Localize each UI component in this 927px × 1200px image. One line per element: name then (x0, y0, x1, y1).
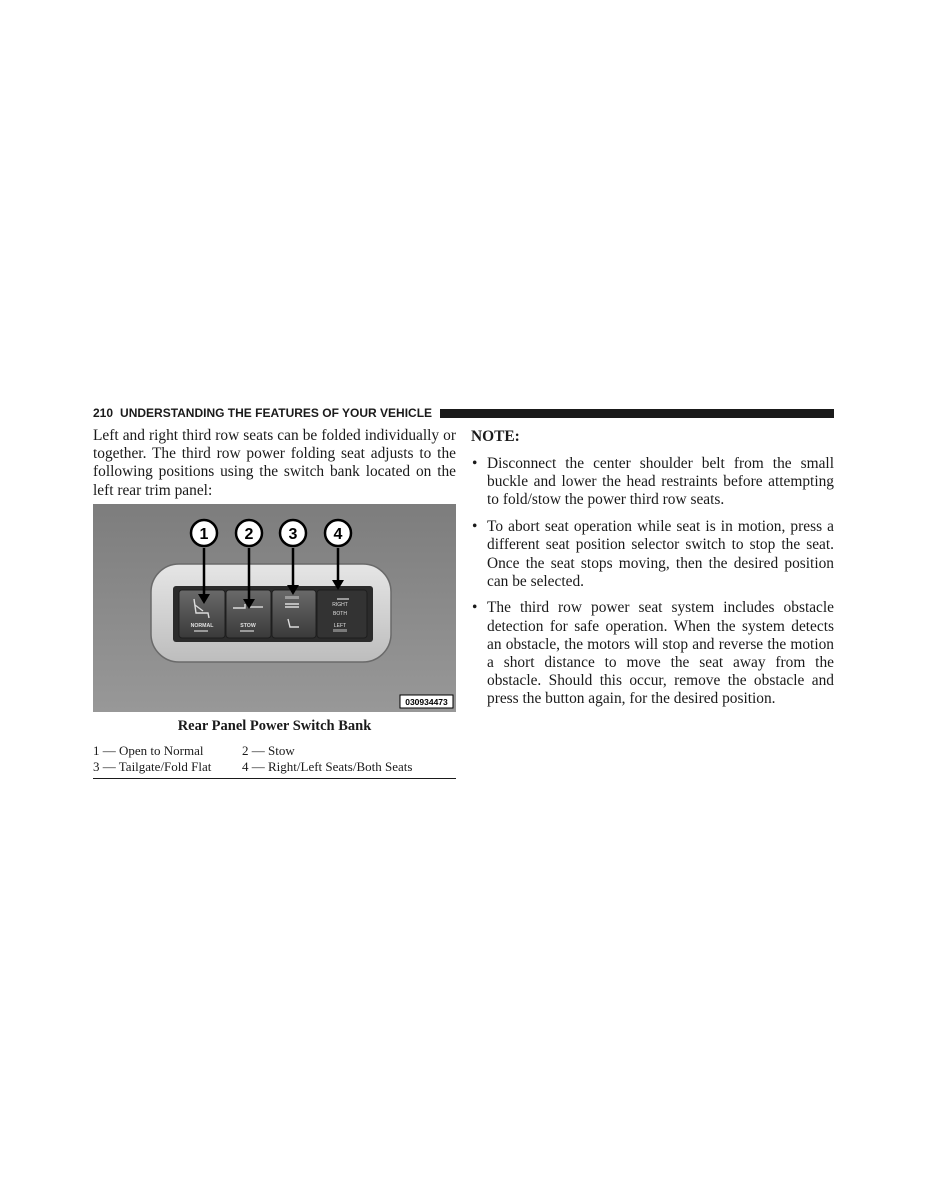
legend-item: 2 — Stow (242, 743, 295, 758)
right-indicator (337, 598, 349, 600)
bullet-icon: • (472, 455, 478, 472)
stow-label: STOW (240, 623, 256, 629)
bullet-icon: • (472, 599, 478, 617)
normal-label: NORMAL (190, 623, 214, 629)
figure-caption: Rear Panel Power Switch Bank (177, 718, 372, 734)
legend-item: 4 — Right/Left Seats/Both Seats (242, 759, 413, 774)
note-item (471, 518, 834, 591)
note-heading: NOTE: (471, 428, 520, 445)
left-label: LEFT (333, 623, 347, 629)
legend-row (93, 759, 456, 775)
both-label: BOTH (333, 611, 347, 617)
callout-1-number: 1 (199, 526, 209, 543)
note-item (471, 455, 834, 510)
note-item (471, 599, 834, 708)
intro-paragraph: Left and right third row seats can be folded individually or together. The third row power folding seat adjusts to the following positions using the switch bank located on the left rear trim panel: (93, 427, 456, 499)
header-rule (440, 409, 834, 418)
bullet-icon: • (472, 518, 478, 536)
stow-indicator (240, 630, 254, 632)
switch-bank-illustration (93, 504, 456, 712)
note-list (471, 455, 834, 717)
page-number: 210 (93, 406, 114, 420)
note-text: The third row power seat system includes obstacle detection for safe operation. When the system detects an obstacle, the motors will stop and reverse the motion a short distance to move the seat away from the obstacle. Should this occur, remove the obstacle and press the button again, for the desired position. (487, 599, 834, 708)
legend-item: 1 — Open to Normal (93, 743, 204, 758)
legend-row (93, 743, 456, 759)
figure-legend (93, 743, 456, 779)
left-indicator (333, 629, 347, 632)
callout-4-number: 4 (333, 526, 343, 543)
page-header (93, 405, 834, 421)
normal-indicator (194, 630, 208, 632)
right-label: RIGHT (332, 602, 348, 608)
switch-bank-figure (93, 504, 456, 712)
callout-3-number: 3 (288, 526, 298, 543)
legend-item: 3 — Tailgate/Fold Flat (93, 759, 212, 774)
note-text: To abort seat operation while seat is in motion, press a different seat position selector switch to stop the seat. Once the seat stops moving, then the desired position can be selected. (487, 518, 834, 590)
note-text: Disconnect the center shoulder belt from the small buckle and lower the head restraints before attempting to fold/stow the power third row seats. (487, 455, 834, 509)
section-title: UNDERSTANDING THE FEATURES OF YOUR VEHICLE (120, 406, 433, 420)
callout-2-number: 2 (244, 526, 254, 543)
image-id: 030934473 (405, 697, 448, 707)
